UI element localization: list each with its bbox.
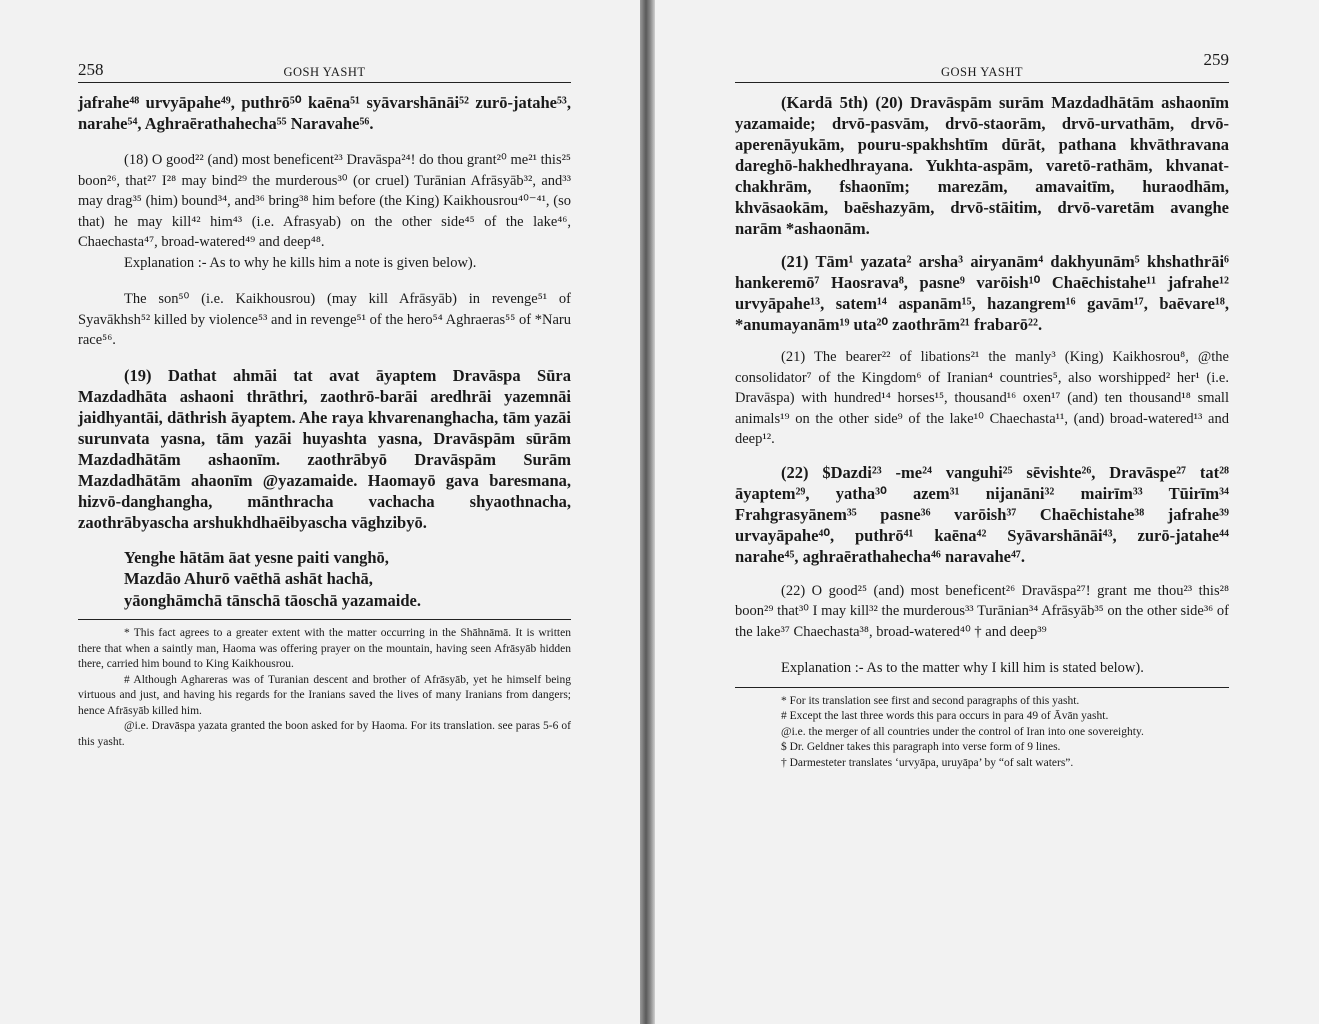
footnote-dagger: † Darmesteter translates ‘urvyāpa, uruyāpa’ by “of salt waters”.: [781, 756, 1074, 769]
avestan-paragraph-20: (Kardā 5th) (20) Dravāspām surām Mazdadhātām ashaonīm yazamaide; drvō-pasvām, drvō-staorām, drvō-urvathām, drvō-aperenāyukām, pouru-spakhshtīm dūrāt, pathana khvāthravana dareghō-hakhedhrayana. Yukhta-aspām, varetō-rathām, khvanat-chakhrām, fshaonīm; marezām, amavaitīm, huraodhām, khvāsaokām, baēshazyām, drvō-stāitim, drvō-varetām avanghe narām *ashaonām.: [735, 93, 1229, 238]
right-page: [655, 0, 1319, 1024]
translation-paragraph-18-son: The son⁵⁰ (i.e. Kaikhousrou) (may kill Afrāsyāb) in revenge⁵¹ of Syavākhsh⁵² killed by violence⁵³ and in revenge⁵¹ of the hero⁵⁴ Aghraeras⁵⁵ of *Naru race⁵⁶.: [78, 291, 571, 348]
right-page-number: 259: [1203, 50, 1229, 69]
verse-block: [78, 547, 571, 612]
verse-line: Mazdāo Ahurō vaēthā ashāt hachā,: [124, 569, 373, 588]
right-running-title: GOSH YASHT: [941, 65, 1023, 79]
translation-paragraph-21: (21) The bearer²² of libations²¹ the manly³ (King) Kaikhosrou⁸, @the consolidator⁷ of the Kingdom⁶ of Iranian⁴ countries⁵, also worshipped² her¹ (i.e. Dravāspa) with hundred¹⁴ horses¹⁵, thousand¹⁶ oxen¹⁷ (and) ten thousand¹⁸ small animals¹⁹ on the other side⁹ of the lake¹⁰ Chaechasta¹¹, (and) broad-watered¹³ and deep¹².: [735, 349, 1229, 447]
verse-line: yāonghāmchā tānschā tāoschā yazamaide.: [124, 590, 422, 610]
left-page-header: [78, 52, 571, 83]
left-page-content: [78, 92, 571, 750]
right-page-content: [735, 92, 1229, 771]
footnote-divider: [735, 687, 1229, 688]
right-page-header: [735, 52, 1229, 83]
left-page: [0, 0, 640, 1024]
footnote-at: @i.e. the merger of all countries under the control of Iran into one sovereighty.: [781, 725, 1144, 738]
avestan-paragraph-22: (22) $Dazdi²³ -me²⁴ vanguhi²⁵ sēvishte²⁶, Dravāspe²⁷ tat²⁸ āyaptem²⁹, yatha³⁰ azem³¹ nijanāni³² mairīm³³ Tūirīm³⁴ Frahgrasyānem³⁵ pasne³⁶ varōish³⁷ Chaēchistahe³⁸ jafrahe³⁹ urvayāpahe⁴⁰, puthrō⁴¹ kaēna⁴² Syāvarshānāi⁴³, zurō-jatahe⁴⁴ narahe⁴⁵, aghraērathahecha⁴⁶ naravahe⁴⁷.: [735, 462, 1229, 566]
avestan-paragraph-19: (19) Dathat ahmāi tat avat āyaptem Dravāspa Sūra Mazdadhāta ashaoni thrāthri, zaothrō-barāi aredhrāi yazemnāi jaidhyantāi, dāthrish āyaptem. Ahe raya khvarenanghacha, tām yazāi surunvata yasna, tām yazāi huyashta yasna, Dravāspām sūrām Mazdadhātām ashaonīm. zaothrābyō Dravāspām Surām Mazdadhātām ahaonīm @yazamaide. Haomayō gava baresmana, hizvō-danghangha, mānthracha vachacha shyaothnacha, zaothrābyascha arshukhdhaēibyascha vāghzibyō.: [78, 365, 571, 532]
footnote-at: @i.e. Dravāspa yazata granted the boon asked for by Haoma. For its translation. see paras 5-6 of this yasht.: [78, 720, 571, 748]
footnote-hash: # Although Aghareras was of Turanian descent and brother of Afrāsyāb, yet he himself being virtuous and just, and having his regards for the Iranians saved the lives of many Iranians from dangers; hence Afrāsyāb killed him.: [78, 673, 571, 717]
translation-paragraph-18: (18) O good²² (and) most beneficent²³ Dravāspa²⁴! do thou grant²⁰ me²¹ this²⁵ boon²⁶, that²⁷ I²⁸ may bind²⁹ the murderous³⁰ (or cruel) Turānian Afrāsyāb³², and³³ may drag³⁵ (him) bound³⁴, and³⁶ bring³⁸ him before (the King) Kaikhousrou⁴⁰⁻⁴¹, (so that) he may kill⁴² him⁴³ (i.e. Afrasyab) on the other side⁴⁵ of the lake⁴⁶, Chaechasta⁴⁷, broad-watered⁴⁹ and deep⁴⁸.: [78, 152, 571, 250]
book-gutter: [640, 0, 655, 1024]
explanation-18: Explanation :- As to why he kills him a note is given below).: [124, 254, 477, 271]
footnote-hash: # Except the last three words this para occurs in para 49 of Āvān yasht.: [781, 710, 1109, 722]
avestan-paragraph-18-end: jafrahe⁴⁸ urvyāpahe⁴⁹, puthrō⁵⁰ kaēna⁵¹ syāvarshānāi⁵² zurō-jatahe⁵³, narahe⁵⁴, Aghraērathahecha⁵⁵ Naravahe⁵⁶.: [78, 93, 571, 133]
translation-paragraph-22: (22) O good²⁵ (and) most beneficent²⁶ Dravāspa²⁷! grant me thou²³ this²⁸ boon²⁹ that³⁰ I may kill³² the murderous³³ Turānian³⁴ Afrāsyāb³⁵ on the other side³⁶ of the lake³⁷ Chaechasta³⁸, broad-watered⁴⁰ † and deep³⁹: [735, 582, 1229, 640]
explanation-22: Explanation :- As to the matter why I kill him is stated below).: [781, 660, 1144, 676]
footnote-divider: [78, 619, 571, 620]
footnote-star: * This fact agrees to a greater extent with the matter occurring in the Shāhnāmā. It is written there that when a saintly man, Haoma was offering prayer on the mountain, having seen Afrāsyāb hidden there, carried him bound to King Kaikhousrou.: [78, 627, 571, 670]
footnote-dollar: $ Dr. Geldner takes this paragraph into verse form of 9 lines.: [781, 741, 1061, 753]
avestan-paragraph-21: (21) Tām¹ yazata² arsha³ airyanām⁴ dakhyunām⁵ khshathrāi⁶ hankeremō⁷ Haosrava⁸, pasne⁹ varōish¹⁰ Chaēchistahe¹¹ jafrahe¹² urvyāpahe¹³, satem¹⁴ aspanām¹⁵, hazangrem¹⁶ gavām¹⁷, baēvare¹⁸, *anumayanām¹⁹ uta²⁰ zaothrām²¹ frabarō²².: [735, 252, 1229, 334]
left-running-title: GOSH YASHT: [283, 65, 366, 79]
footnote-star: * For its translation see first and second paragraphs of this yasht.: [781, 694, 1080, 707]
left-page-number: 258: [78, 60, 104, 79]
verse-line: Yenghe hātām āat yesne paiti vanghō,: [124, 547, 389, 567]
